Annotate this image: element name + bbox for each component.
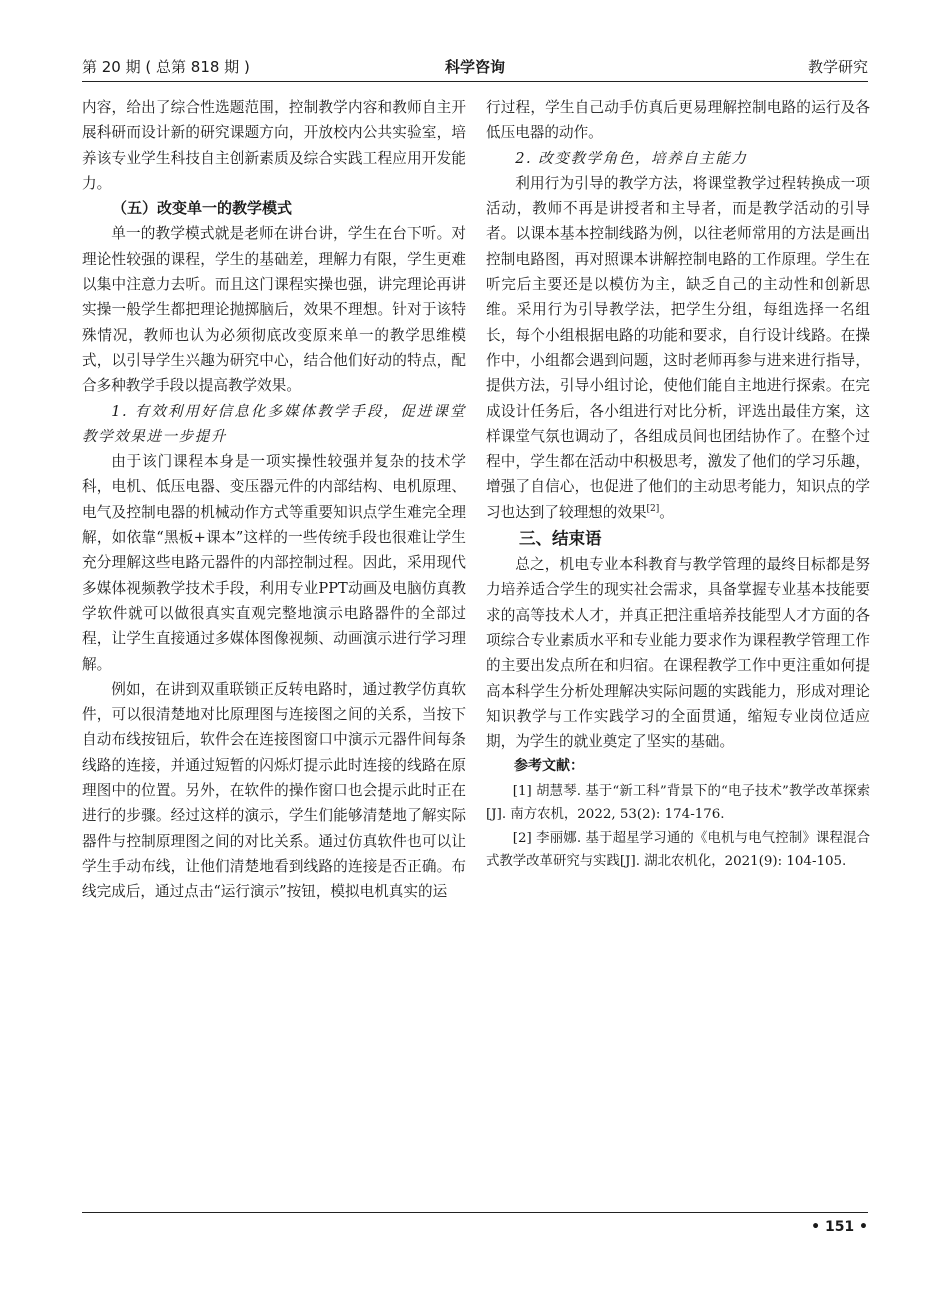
paragraph: 由于该门课程本身是一项实操性较强并复杂的技术学科，电机、低压电器、变压器元件的内部结构、电机原理、电气及控制电器的机械动作方式等重要知识点学生难完全理解，如依靠“黑板+课本”这样的一些传统手段也很难让学生充分理解这些电路元器件的内部控制过程。因此，采用现代多媒体视频教学技术手段，利用专业PPT动画及电脑仿真教学软件就可以做很真实直观完整地演示电路器件的全部过程，让学生直接通过多媒体图像视频、动画演示进行学习理解。 [82, 453, 466, 673]
paragraph: 单一的教学模式就是老师在讲台讲，学生在台下听。对理论性较强的课程，学生的基础差，理解力有限，学生更难以集中注意力去听。而且这门课程实操也强，讲完理论再讲实操一般学生都把理论抛掷脑后，效果不理想。针对于该特殊情况，教师也认为必须彻底改变原来单一的教学思维模式，以引导学生兴趣为研究中心，结合他们好动的特点，配合多种教学手段以提高教学效果。 [82, 225, 466, 395]
paragraph: 内容，给出了综合性选题范围，控制教学内容和教师自主开展科研而设计新的研究课题方向，开放校内公共实验室，培养该专业学生科技自主创新素质及综合实践工程应用开发能力。 [82, 99, 466, 192]
header-rule [82, 81, 868, 82]
references-heading: 参考文献： [514, 758, 584, 775]
paragraph-text: 利用行为引导的教学方法，将课堂教学过程转换成一项活动，教师不再是讲授者和主导者，而是教学活动的引导者。以课本基本控制线路为例，以往老师常用的方法是画出控制电路图，再对照课本讲解控制电路的工作原理。学生在听完后主要还是以模仿为主，缺乏自己的主动性和创新思维。采用行为引导教学法，把学生分组，每组选择一名组长，每个小组根据电路的功能和要求，自行设计线路。在操作中，小组都会遇到问题，这时老师再参与进来进行指导，提供方法，引导小组讨论，使他们能自主地进行探索。在完成设计任务后，各小组进行对比分析，评选出最佳方案，这样课堂气氛也调动了，各组成员间也团结协作了。在整个过程中，学生都在活动中积极思考，激发了他们的学习乐趣，增强了自信心，也促进了他们的主动思考能力，知识点的学习也达到了较理想的效果 [486, 174, 870, 521]
reference-item: [2] 李丽娜. 基于超星学习通的《电机与电气控制》课程混合式教学改革研究与实践[J]. 湖北农机化，2021(9): 104-105. [486, 830, 870, 870]
page-header [82, 48, 868, 82]
paragraph: 总之，机电专业本科教育与教学管理的最终目标都是努力培养适合学生的现实社会需求，具备掌握专业基本技能要求的高等技术人才，并真正把注重培养技能型人才方面的各项综合专业素质水平和专业能力要求作为课程教学管理工作的主要出发点所在和归宿。在课程教学工作中更注重如何提高本科学生分析处理解决实际问题的实践能力，形成对理论知识教学与工作实践学习的全面贯通，缩短专业岗位适应期，为学生的就业奠定了坚实的基础。 [486, 556, 870, 751]
reference-item: [1] 胡慧琴. 基于“新工科”背景下的“电子技术”教学改革探索[J]. 南方农机，2022, 53(2): 174-176. [486, 783, 870, 823]
page-number: • 151 • [811, 1219, 868, 1235]
section-name: 教学研究 [807, 58, 868, 76]
left-column [82, 95, 466, 905]
reference-list [486, 780, 870, 874]
section-heading: 三、结束语 [519, 529, 602, 549]
paragraph: 行过程，学生自己动手仿真后更易理解控制电路的运行及各低压电器的动作。 [486, 99, 870, 142]
journal-title: 科学咨询 [444, 58, 505, 76]
paragraph [486, 171, 870, 525]
sub-subsection-heading: 2. 改变教学角色，培养自主能力 [515, 149, 748, 167]
right-column [486, 95, 870, 874]
paragraph: 例如，在讲到双重联锁正反转电路时，通过教学仿真软件，可以很清楚地对比原理图与连接图之间的关系，当按下自动布线按钮后，软件会在连接图窗口中演示元器件间每条线路的连接，并通过短暂的闪烁灯提示此时连接的线路在原理图中的位置。另外，在软件的操作窗口也会提示此时正在进行的步骤。经过这样的演示，学生们能够清楚地了解实际器件与控制原理图之间的对比关系。通过仿真软件也可以让学生手动布线，让他们清楚地看到线路的连接是否正确。布线完成后，通过点击“运行演示”按钮，模拟电机真实的运 [82, 680, 466, 901]
subsection-heading: （五）改变单一的教学模式 [112, 199, 293, 218]
sub-subsection-heading: 1. 有效利用好信息化多媒体教学手段，促进课堂教学效果进一步提升 [82, 402, 466, 445]
page-footer [82, 1212, 868, 1243]
issue-number: 第 20 期 ( 总第 818 期 ) [82, 58, 250, 76]
citation-marker: [2] [646, 503, 660, 514]
paragraph-end: 。 [659, 503, 674, 521]
